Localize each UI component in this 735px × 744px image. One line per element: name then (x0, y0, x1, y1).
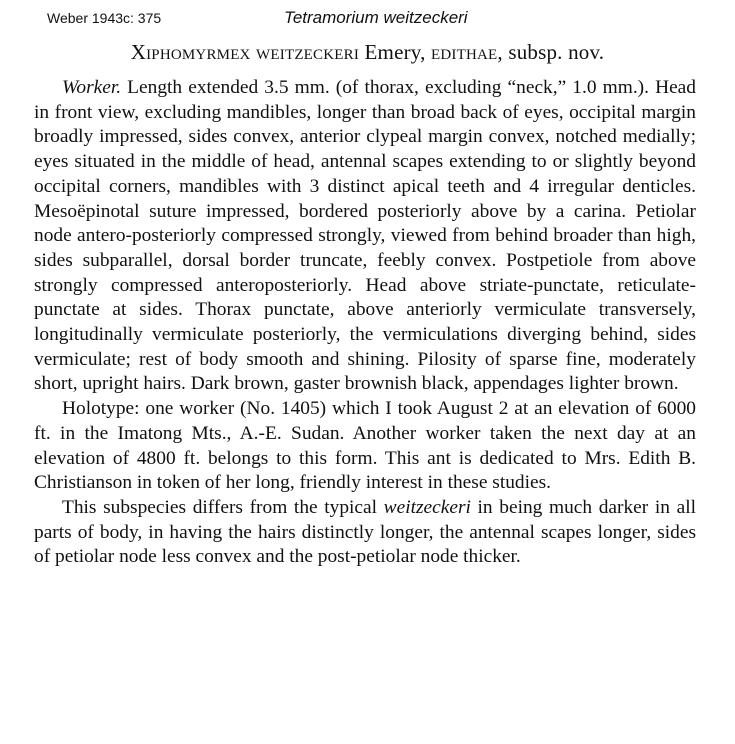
worker-label: Worker. (62, 77, 122, 98)
differential-species: weitzeckeri (383, 496, 471, 518)
worker-description: Length extended 3.5 mm. (of thorax, excluding “neck,” 1.0 mm.). Head in front view, excluding mandibles, longer than broad back of eyes, occipital margin broadly impressed, sides convex, anterior clypeal margin convex, notched medially; eyes situated in the middle of head, antennal scapes extending to or slightly beyond occipital corners, mandibles with 3 distinct apical teeth and 4 irregular denticles. Mesoëpinotal suture impressed, bordered posteriorly above by a carina. Petiolar node antero-posteriorly compressed strongly, viewed from behind broader than high, sides subparallel, dorsal border truncate, feebly convex. Postpetiole from above strongly compressed anteroposteriorly. Head above striate-punctate, reticulate-punctate at sides. Thorax punctate, above anteriorly vermiculate transversely, longitudinally vermiculate posteriorly, the vermiculations diverging behind, sides vermiculate; rest of body smooth and shining. Pilosity of sparse fine, moderately short, upright hairs. Dark brown, gaster brownish black, appendages lighter brown. (34, 77, 696, 395)
differential-paragraph (34, 496, 696, 570)
species-title (0, 40, 735, 65)
differential-end: in being much darker in all parts of body, in having the hairs distinctly longer, the antennal scapes longer, sides of petiolar node less convex and the post-petiolar node thicker. (34, 496, 696, 568)
citation-label: Weber 1943c: 375 (47, 10, 162, 26)
title-author: Emery, (359, 40, 432, 64)
title-status: , subsp. nov. (497, 40, 605, 64)
differential-start: This subspecies differs from the typical (62, 496, 384, 518)
page-header (0, 8, 735, 30)
holotype-paragraph: Holotype: one worker (No. 1405) which I took August 2 at an elevation of 6000 ft. in the Imatong Mts., A.-E. Sudan. Another worker taken the next day at an elevation of 4800 ft. belongs to this form. This ant is dedicated to Mrs. Edith B. Christianson in token of her long, friendly interest in these studies. (34, 398, 696, 494)
description-body (34, 76, 696, 570)
title-subspecies: edithae (431, 40, 498, 64)
title-genus-species: Xiphomyrmex weitzeckeri (130, 40, 360, 64)
worker-paragraph (34, 76, 696, 397)
taxon-name: Tetramorium weitzeckeri (284, 8, 468, 27)
